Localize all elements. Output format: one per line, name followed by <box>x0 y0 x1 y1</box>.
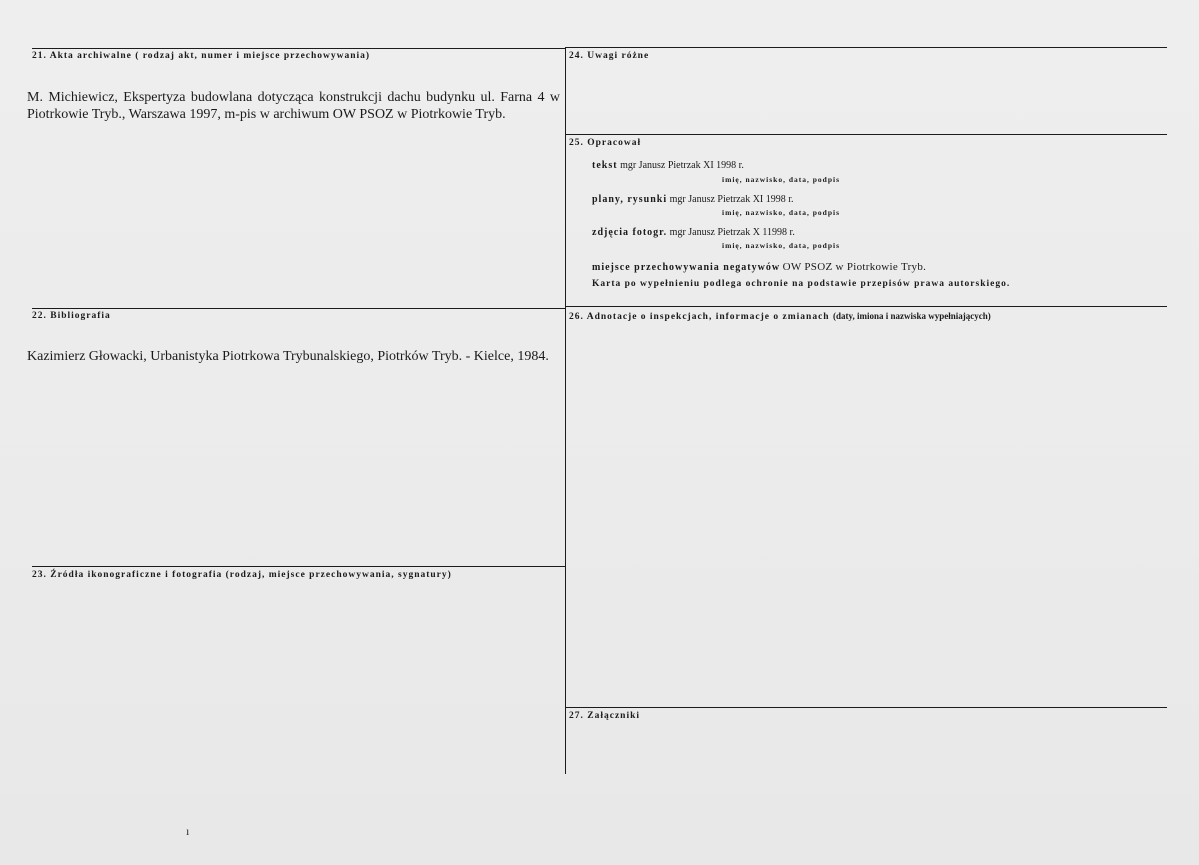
author-row-key: zdjęcia fotogr. <box>592 227 668 238</box>
section-21-label: 21. Akta archiwalne ( rodzaj akt, numer i miejsce przechowywania) <box>32 51 371 61</box>
negatives-row <box>592 261 926 273</box>
section-27-label: 27. Załączniki <box>569 711 641 721</box>
section-24-label: 24. Uwagi różne <box>569 51 650 61</box>
author-row-photos <box>592 227 795 238</box>
author-row-value: mgr Janusz Pietrzak XI 1998 r. <box>669 194 794 205</box>
rule-22 <box>32 308 566 309</box>
author-row-caption: imię, nazwisko, data, podpis <box>722 208 841 217</box>
top-rule-right <box>565 47 1167 48</box>
author-row-key: plany, rysunki <box>592 194 668 205</box>
author-row-caption: imię, nazwisko, data, podpis <box>722 241 841 250</box>
section-21-text: M. Michiewicz, Ekspertyza budowlana dotycząca konstrukcji dachu budynku ul. Farna 4 w Piotrkowie Tryb., Warszawa 1997, m-pis w archiwum OW PSOZ w Piotrkowie Tryb. <box>27 90 560 122</box>
author-row-value: mgr Janusz Pietrzak X 11998 r. <box>669 227 795 238</box>
rule-23 <box>32 566 566 567</box>
rule-25 <box>565 134 1167 135</box>
author-row-text <box>592 160 744 171</box>
author-row-value: mgr Janusz Pietrzak XI 1998 r. <box>620 160 744 171</box>
section-23-label: 23. Źródła ikonograficzne i fotografia (rodzaj, miejsce przechowywania, sygnatury) <box>32 570 452 580</box>
negatives-key: miejsce przechowywania negatywów <box>592 262 781 273</box>
author-row-plans <box>592 194 794 205</box>
section-22-label: 22. Bibliografia <box>32 311 111 321</box>
section-22-text: Kazimierz Głowacki, Urbanistyka Piotrkowa Trybunalskiego, Piotrków Tryb. - Kielce, 1984. <box>27 349 549 364</box>
center-divider <box>565 47 566 774</box>
negatives-value: OW PSOZ w Piotrkowie Tryb. <box>782 261 927 273</box>
copyright-note: Karta po wypełnieniu podlega ochronie na podstawie przepisów prawa autorskiego. <box>592 279 1011 289</box>
section-26-label <box>569 311 991 322</box>
author-row-key: tekst <box>592 160 618 171</box>
rule-26 <box>565 306 1167 307</box>
section-26-title: 26. Adnotacje o inspekcjach, informacje o zmianach <box>569 312 830 322</box>
rule-27 <box>565 707 1167 708</box>
stray-mark: ı <box>186 824 190 838</box>
section-26-subtitle: (daty, imiona i nazwiska wypełniających) <box>832 311 991 321</box>
top-rule-left <box>32 48 566 49</box>
author-row-caption: imię, nazwisko, data, podpis <box>722 175 841 184</box>
section-25-label: 25. Opracował <box>569 138 642 148</box>
